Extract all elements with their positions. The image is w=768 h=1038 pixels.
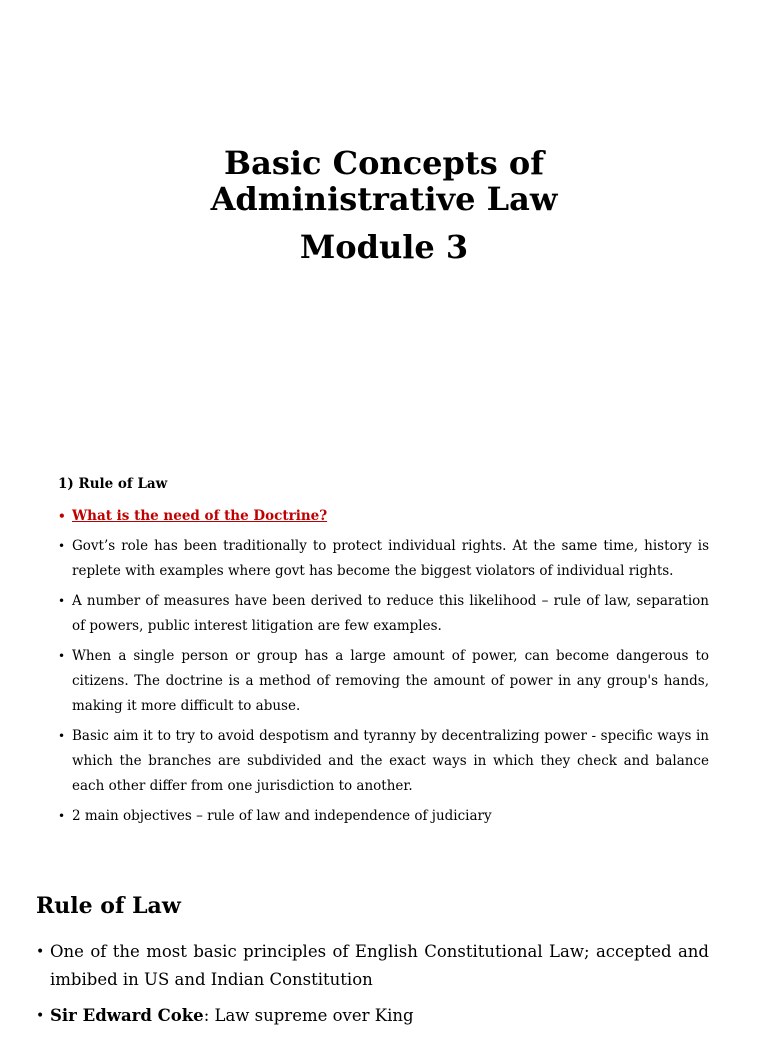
list-item-text: A number of measures have been derived to reduce this likelihood – rule of law, separation of powers, public interest litigation are few examples. (72, 593, 709, 634)
list-item (58, 804, 709, 829)
document-title-line-1: Basic Concepts of (224, 144, 544, 182)
list-item (58, 589, 709, 639)
doctrine-slide (58, 474, 709, 834)
bullet-icon: • (58, 649, 66, 663)
person-name: Sir Edward Coke (50, 1006, 204, 1025)
bullet-icon: • (58, 509, 66, 523)
bullet-icon: • (58, 809, 66, 823)
section-heading: 1) Rule of Law (58, 476, 168, 492)
list-item-text: When a single person or group has a large amount of power, can become dangerous to citizens. The doctrine is a method of removing the amount of power in any group's hands, making it more difficult to abuse. (72, 648, 709, 714)
bullet-icon: • (58, 594, 66, 608)
title-slide (0, 145, 768, 265)
bullet-icon: • (58, 729, 66, 743)
bullet-icon: • (36, 944, 45, 960)
document-title-line-2: Administrative Law (210, 180, 558, 218)
list-item-text: 2 main objectives – rule of law and independence of judiciary (72, 808, 492, 824)
list-item (58, 534, 709, 584)
list-item-question (58, 504, 709, 529)
bullet-icon: • (36, 1008, 45, 1024)
list-item-text: Basic aim it to try to avoid despotism and tyranny by decentralizing power - specific ways in which the branches are subdivided and the exact ways in which they check and balance each other differ from one jurisdiction to another. (72, 728, 709, 794)
slide-heading: Rule of Law (36, 893, 181, 919)
list-item (36, 938, 709, 994)
list-item (58, 724, 709, 799)
module-label: Module 3 (299, 228, 469, 266)
rule-of-law-slide (36, 890, 709, 1038)
list-item-text: One of the most basic principles of English Constitutional Law; accepted and imbibed in US and Indian Constitution (50, 942, 709, 989)
list-item (58, 644, 709, 719)
list-item-text: What is the need of the Doctrine? (72, 508, 328, 524)
rule-bullet-list (36, 938, 709, 1030)
bullet-icon: • (58, 539, 66, 553)
doctrine-bullet-list (58, 504, 709, 829)
list-item-text: : Law supreme over King (203, 1006, 414, 1025)
list-item (36, 1002, 709, 1030)
list-item-text: Govt’s role has been traditionally to protect individual rights. At the same time, history is replete with examples where govt has become the biggest violators of individual rights. (72, 538, 709, 579)
